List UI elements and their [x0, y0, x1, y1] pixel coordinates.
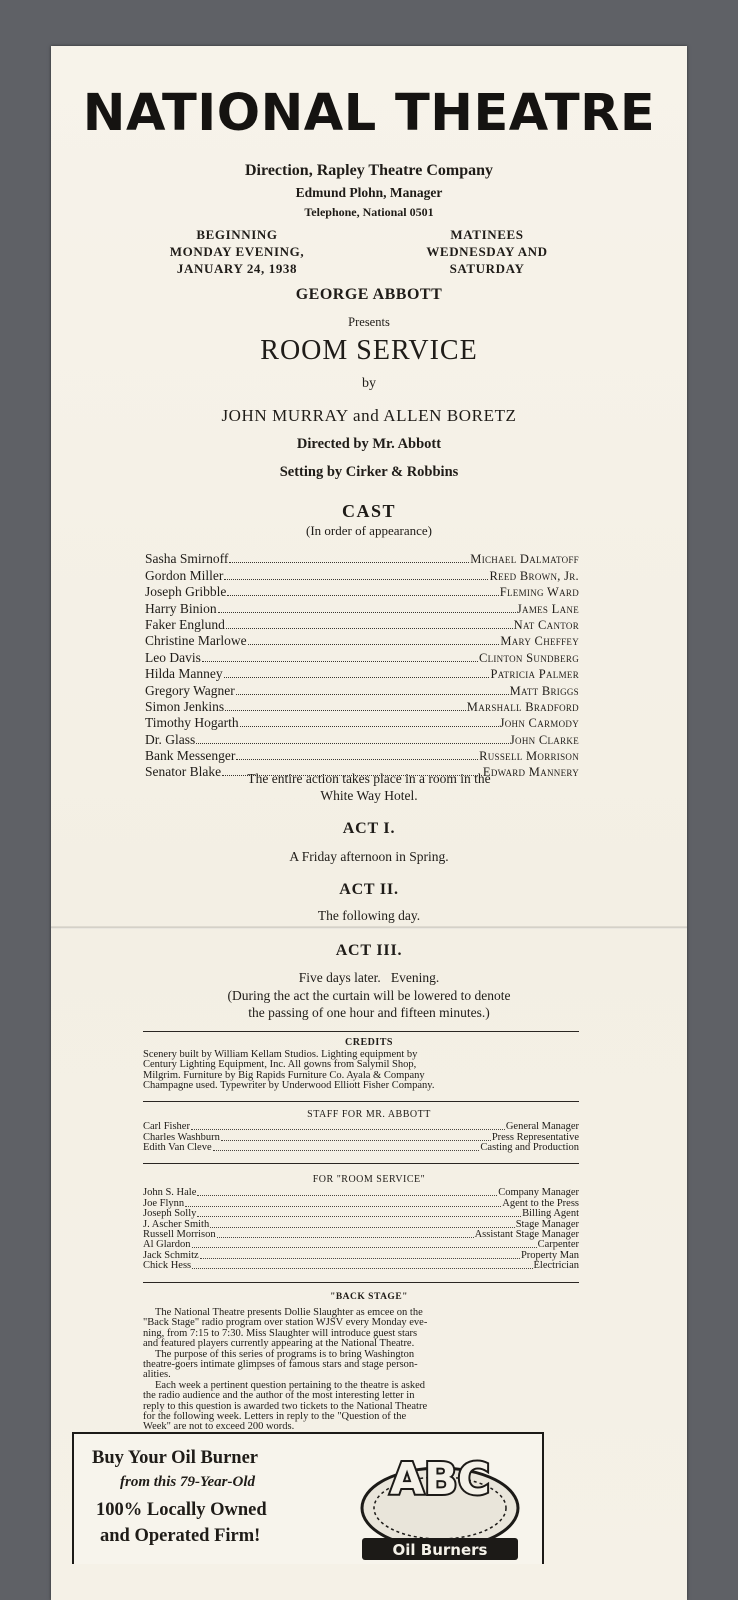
- staff-name: J. Ascher Smith: [143, 1218, 210, 1230]
- back-stage-line: Week" are not to exceed 200 words.: [143, 1421, 295, 1433]
- ad-line: from this 79-Year-Old: [120, 1474, 255, 1490]
- logo-subtitle: Oil Burners: [392, 1541, 488, 1559]
- leader-dots: [200, 1258, 520, 1259]
- back-stage-line: The purpose of this series of programs is to bring Washington: [155, 1348, 415, 1360]
- manager-line: Edmund Plohn, Manager: [295, 185, 443, 200]
- cast-actor: Fleming Ward: [499, 585, 579, 600]
- staff-name: Russell Morrison: [143, 1228, 216, 1240]
- leader-dots: [192, 1268, 532, 1269]
- staff-name: Jack Schmitz: [143, 1249, 199, 1261]
- cast-role: Gordon Miller: [145, 567, 224, 583]
- staff-row: [143, 1250, 579, 1260]
- leader-dots: [236, 759, 478, 760]
- cast-row: [145, 649, 579, 665]
- staff-title: Press Representative: [491, 1131, 579, 1143]
- back-stage-line: The National Theatre presents Dollie Slaughter as emcee on the: [155, 1307, 423, 1318]
- cast-role: Faker Englund: [145, 616, 225, 632]
- leader-dots: [213, 1150, 480, 1151]
- credits-line: Scenery built by William Kellam Studios. Lighting equipment by: [143, 1049, 418, 1060]
- cast-role: Senator Blake: [145, 764, 222, 780]
- telephone-line: Telephone, National 0501: [304, 205, 434, 219]
- staff-row: [143, 1261, 579, 1271]
- schedule-right-line: WEDNESDAY AND: [426, 244, 548, 259]
- playbill-page: [51, 46, 687, 1600]
- back-stage-line: alities.: [143, 1369, 171, 1381]
- ad-line: and Operated Firm!: [100, 1526, 261, 1546]
- back-stage-line: ning, from 7:15 to 7:30. Miss Slaughter will introduce guest stars: [143, 1327, 418, 1339]
- credits-heading: CREDITS: [345, 1037, 393, 1048]
- schedule-left-line: BEGINNING: [196, 227, 278, 242]
- cast-actor: Nat Cantor: [513, 617, 579, 632]
- staff-title: Stage Manager: [515, 1218, 579, 1230]
- divider: [143, 1031, 579, 1032]
- show-title: ROOM SERVICE: [260, 335, 478, 366]
- presents-label: Presents: [348, 315, 390, 329]
- leader-dots: [210, 1227, 515, 1228]
- cast-role: Dr. Glass: [145, 731, 196, 747]
- oil-burner-ad: [72, 1432, 544, 1564]
- cast-actor: Patricia Palmer: [490, 667, 579, 682]
- staff-abbott-list: [143, 1122, 579, 1153]
- cast-role: Bank Messenger: [145, 748, 236, 764]
- cast-subheading: (In order of appearance): [306, 523, 432, 538]
- cast-row: [145, 584, 579, 600]
- abc-logo: [350, 1446, 530, 1562]
- schedule-left-line: JANUARY 24, 1938: [176, 261, 298, 276]
- act-description: Five days later. Evening.: [298, 970, 440, 985]
- cast-actor: Edward Mannery: [482, 765, 579, 780]
- leader-dots: [202, 661, 478, 662]
- leader-dots: [191, 1129, 505, 1130]
- cast-actor: James Lane: [516, 601, 579, 616]
- abc-logo-graphic: [350, 1446, 530, 1562]
- act-description: The following day.: [317, 908, 421, 923]
- cast-actor: Reed Brown, Jr.: [489, 568, 579, 583]
- staff-title: Assistant Stage Manager: [474, 1228, 579, 1240]
- staff-name: Edith Van Cleve: [143, 1142, 212, 1154]
- staff-title: Property Man: [520, 1249, 579, 1261]
- cast-actor: Russell Morrison: [479, 749, 579, 764]
- credits-line: Milgrim. Furniture by Big Rapids Furniture Co. Ayala & Company: [143, 1069, 425, 1081]
- cast-row: [145, 699, 579, 715]
- staff-show-list: [143, 1188, 579, 1271]
- staff-row: [143, 1198, 579, 1208]
- act-title: ACT I.: [342, 820, 396, 837]
- act-note-line: (During the act the curtain will be lowered to denote: [227, 988, 511, 1003]
- back-stage-line: and featured players currently appearing at the National Theatre.: [143, 1338, 415, 1350]
- leader-dots: [227, 595, 498, 596]
- schedule-left-line: MONDAY EVENING,: [169, 244, 305, 259]
- staff-name: Al Glardon: [143, 1239, 191, 1251]
- cast-role: Leo Davis: [145, 649, 201, 665]
- direction-line: Direction, Rapley Theatre Company: [245, 162, 493, 179]
- cast-row: [145, 600, 579, 616]
- divider: [143, 1163, 579, 1164]
- cast-actor: Clinton Sundberg: [478, 650, 579, 665]
- staff-name: John S. Hale: [143, 1187, 197, 1199]
- staff-name: Chick Hess: [143, 1260, 192, 1272]
- schedule-left: [147, 226, 327, 277]
- cast-row: [145, 682, 579, 698]
- back-stage-line: "Back Stage" radio program over station WJSV every Monday eve-: [143, 1317, 428, 1329]
- schedule-right-line: MATINEES: [450, 227, 524, 242]
- staff-title: General Manager: [505, 1121, 579, 1133]
- leader-dots: [229, 562, 469, 563]
- cast-row: [145, 617, 579, 633]
- leader-dots: [224, 579, 488, 580]
- leader-dots: [236, 694, 509, 695]
- act-title: ACT II.: [339, 881, 399, 898]
- leader-dots: [217, 1237, 474, 1238]
- back-stage-text: [143, 1308, 579, 1433]
- back-stage-line: the radio audience and the author of the most interesting letter in: [143, 1390, 415, 1402]
- act-description: A Friday afternoon in Spring.: [289, 849, 449, 864]
- divider: [143, 1101, 579, 1102]
- leader-dots: [224, 677, 490, 678]
- cast-role: Timothy Hogarth: [145, 715, 239, 731]
- cast-row: [145, 715, 579, 731]
- cast-actor: John Carmody: [499, 716, 579, 731]
- action-note-line: White Way Hotel.: [320, 788, 418, 803]
- leader-dots: [192, 1247, 537, 1248]
- staff-name: Carl Fisher: [143, 1121, 190, 1133]
- credits-line: Century Lighting Equipment, Inc. All gowns from Salymil Shop,: [143, 1059, 417, 1071]
- staff-title: Casting and Production: [480, 1142, 579, 1154]
- ad-line: Buy Your Oil Burner: [92, 1448, 259, 1468]
- cast-row: [145, 551, 579, 567]
- staff-abbott-heading: STAFF FOR MR. ABBOTT: [307, 1109, 431, 1120]
- cast-role: Harry Binion: [145, 600, 217, 616]
- leader-dots: [196, 743, 509, 744]
- cast-actor: Michael Dalmatoff: [470, 552, 579, 567]
- staff-name: Joe Flynn: [143, 1197, 185, 1209]
- schedule-right: [407, 226, 567, 277]
- act-note-line: the passing of one hour and fifteen minutes.): [248, 1005, 490, 1020]
- cast-role: Hilda Manney: [145, 666, 223, 682]
- act-title: ACT III.: [335, 942, 403, 959]
- cast-actor: Matt Briggs: [509, 683, 579, 698]
- staff-name: Charles Washburn: [143, 1131, 220, 1143]
- back-stage-line: for the following week. Letters in reply to the "Question of the: [143, 1411, 407, 1423]
- action-note-line: The entire action takes place in a room in the: [247, 771, 491, 786]
- staff-show-heading: FOR "ROOM SERVICE": [312, 1174, 426, 1185]
- cast-row: [145, 666, 579, 682]
- credits-line: Champagne used. Typewriter by Underwood Elliott Fisher Company.: [143, 1080, 435, 1092]
- producer: GEORGE ABBOTT: [295, 286, 443, 303]
- leader-dots: [225, 710, 466, 711]
- cast-row: [145, 748, 579, 764]
- staff-row: [143, 1143, 579, 1153]
- ad-line: 100% Locally Owned: [96, 1500, 267, 1520]
- authors: JOHN MURRAY and ALLEN BORETZ: [221, 406, 517, 425]
- leader-dots: [197, 1216, 521, 1217]
- back-stage-line: theatre-goers intimate glimpses of famous stars and stage person-: [143, 1359, 418, 1371]
- leader-dots: [221, 1140, 491, 1141]
- director-credit: Directed by Mr. Abbott: [296, 436, 442, 452]
- staff-name: Joseph Solly: [143, 1208, 197, 1220]
- back-stage-line: Each week a pertinent question pertaining to the theatre is asked: [155, 1379, 425, 1391]
- cast-role: Sasha Smirnoff: [145, 551, 229, 567]
- leader-dots: [240, 726, 499, 727]
- cast-row: [145, 633, 579, 649]
- cast-role: Joseph Gribble: [145, 584, 227, 600]
- cast-role: Christine Marlowe: [145, 633, 247, 649]
- staff-row: [143, 1230, 579, 1240]
- leader-dots: [218, 612, 516, 613]
- cast-heading: CAST: [341, 501, 396, 521]
- paper-fold: [51, 926, 687, 929]
- credits-text: [143, 1050, 579, 1092]
- by-label: by: [362, 376, 376, 391]
- cast-row: [145, 731, 579, 747]
- leader-dots: [185, 1206, 501, 1207]
- cast-role: Gregory Wagner: [145, 682, 235, 698]
- cast-actor: Mary Cheffey: [500, 634, 579, 649]
- cast-row: [145, 567, 579, 583]
- staff-title: Agent to the Press: [502, 1197, 579, 1209]
- cast-role: Simon Jenkins: [145, 698, 225, 714]
- back-stage-heading: "BACK STAGE": [330, 1292, 408, 1302]
- staff-title: Billing Agent: [522, 1208, 579, 1220]
- leader-dots: [226, 628, 513, 629]
- staff-title: Company Manager: [498, 1187, 579, 1199]
- divider: [143, 1282, 579, 1283]
- leader-dots: [248, 644, 500, 645]
- schedule-right-line: SATURDAY: [449, 261, 525, 276]
- staff-title: Carpenter: [537, 1239, 579, 1251]
- cast-list: [145, 551, 579, 780]
- back-stage-line: reply to this question is awarded two tickets to the National Theatre: [143, 1400, 428, 1412]
- theatre-name: NATIONAL THEATRE: [82, 84, 656, 143]
- leader-dots: [197, 1195, 497, 1196]
- staff-title: Electrician: [533, 1260, 579, 1272]
- cast-actor: John Clarke: [509, 732, 579, 747]
- cast-actor: Marshall Bradford: [466, 699, 579, 714]
- setting-credit: Setting by Cirker & Robbins: [279, 464, 459, 480]
- staff-row: [143, 1240, 579, 1250]
- logo-letters: ABC: [390, 1454, 490, 1505]
